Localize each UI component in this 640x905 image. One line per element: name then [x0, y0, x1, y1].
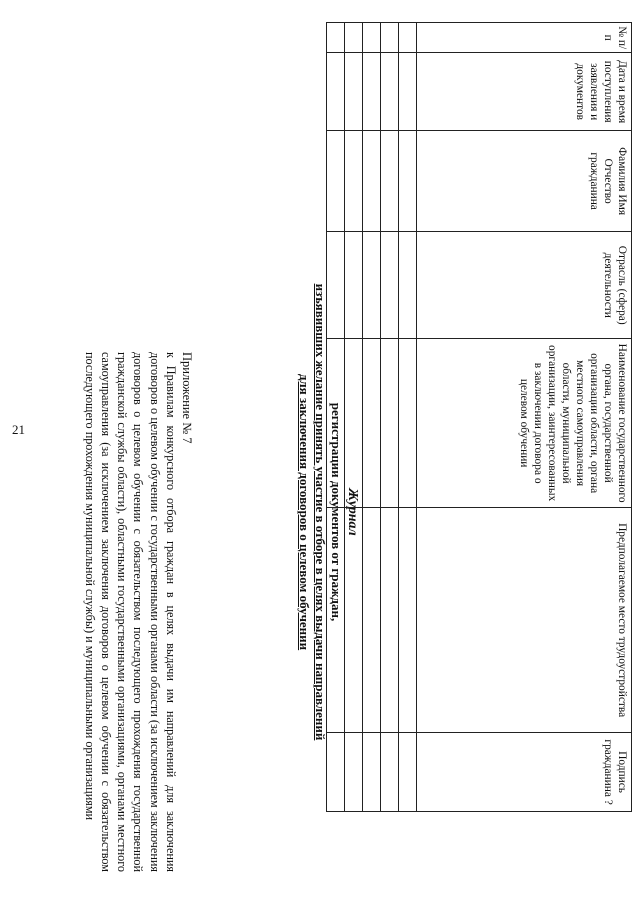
col-header-workplace: Предполагаемое место трудоустройства [417, 508, 632, 733]
journal-title-main: Журнал [345, 488, 360, 536]
col-header-date-time: Дата и время поступления заявления и документов [417, 53, 632, 131]
table-row [363, 23, 381, 812]
col-header-industry: Отрасль (сфера) деятельности [417, 232, 632, 339]
rotated-page-content [80, 12, 640, 892]
journal-table [326, 22, 632, 812]
col-header-signature: Подпись гражданина ? [417, 733, 632, 812]
journal-title-line-2: регистрации документов от граждан, [329, 402, 344, 622]
table-header-row [417, 23, 632, 812]
appendix-block [82, 352, 195, 872]
col-header-full-name: Фамилия Имя Отчество гражданина [417, 130, 632, 231]
journal-title-line-4: для заключения договоров о целевом обучении [297, 373, 312, 651]
appendix-text: к Правилам конкурсного отбора граждан в целях выдачи им направлений для заключения договоров о целевом обучении с государственными органами области (за исключением заключения договоров о целевом обучении с обязательством последующего прохождения государственной гражданской службы области), областными государственными организациями, органами местного самоуправления (за исключением заключения договоров о целевом обучении с обязательством последующего прохождения муниципальной службы) и муниципальными организациями [82, 352, 178, 872]
table-body [327, 23, 417, 812]
journal-title-line-3: изъявивших желание принять участие в отборе в целях выдачи направлений [313, 283, 328, 741]
table-row [327, 23, 345, 812]
col-header-organization: Наименование государственного органа, государственной организации области, органа местного самоуправления области, муниципальной организации, заинтересованных в заключении договора о целевом обучении [417, 339, 632, 508]
table-row [381, 23, 399, 812]
table-row [345, 23, 363, 812]
col-header-number: № п/п [417, 23, 632, 53]
appendix-heading: Приложение № 7 [180, 352, 194, 444]
table-row [399, 23, 417, 812]
page-number: 21 [12, 422, 25, 437]
